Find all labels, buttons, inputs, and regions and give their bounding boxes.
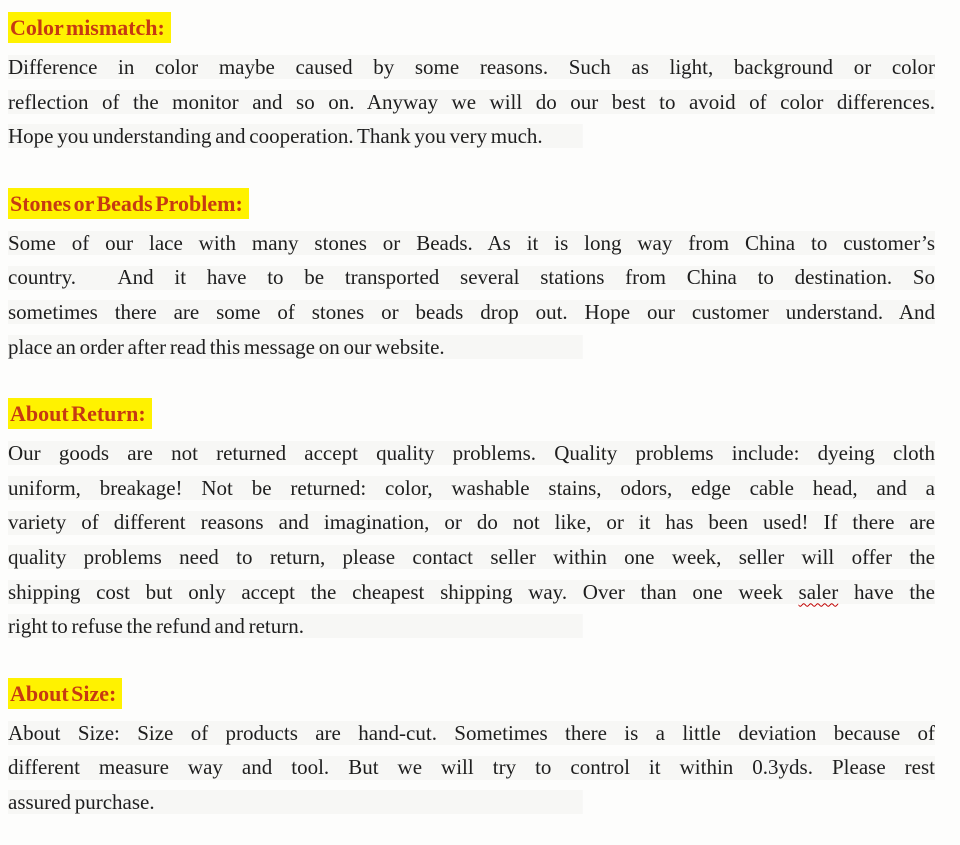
text-line: Difference in color maybe caused by some reasons. Such as light, background or color (8, 50, 935, 85)
heading-highlight: Color mismatch: (8, 12, 171, 43)
text-line: sometimes there are some of stones or beads drop out. Hope our customer understand. And (8, 295, 935, 330)
text-span: shipping cost but only accept the cheapest shipping way. Over than one week (8, 579, 799, 604)
text-line: place an order after read this message on our website. (8, 330, 935, 365)
heading-highlight: Stones or Beads Problem: (8, 188, 249, 219)
text-line: Our goods are not returned accept quality problems. Quality problems include: dyeing cloth (8, 436, 935, 471)
text-line: right to refuse the refund and return. (8, 609, 935, 644)
section-color-mismatch (8, 12, 935, 154)
text-line: Hope you understanding and cooperation. Thank you very much. (8, 119, 935, 154)
section-heading (8, 188, 935, 220)
text-line: About Size: Size of products are hand-cut. Sometimes there is a little deviation because of (8, 716, 935, 751)
text-line (8, 575, 935, 610)
text-line: variety of different reasons and imagination, or do not like, or it has been used! If there are (8, 505, 935, 540)
section-heading (8, 678, 935, 710)
heading-highlight: About Size: (8, 678, 122, 709)
section-heading (8, 12, 935, 44)
text-line: reflection of the monitor and so on. Anyway we will do our best to avoid of color differences. (8, 85, 935, 120)
section-about-return (8, 398, 935, 644)
paragraph (8, 716, 935, 820)
text-line: quality problems need to return, please contact seller within one week, seller will offer the (8, 540, 935, 575)
text-line: uniform, breakage! Not be returned: color, washable stains, odors, edge cable head, and a (8, 471, 935, 506)
paragraph (8, 436, 935, 644)
misspelled-word: saler (798, 579, 839, 604)
text-line: country. And it have to be transported several stations from China to destination. So (8, 260, 935, 295)
section-stones-beads-problem (8, 188, 935, 364)
section-heading (8, 398, 935, 430)
paragraph (8, 226, 935, 364)
section-about-size (8, 678, 935, 820)
heading-highlight: About Return: (8, 398, 152, 429)
text-line: assured purchase. (8, 785, 935, 820)
text-span: have the (838, 579, 935, 604)
paragraph (8, 50, 935, 154)
text-line: different measure way and tool. But we will try to control it within 0.3yds. Please rest (8, 750, 935, 785)
text-line: Some of our lace with many stones or Beads. As it is long way from China to customer’s (8, 226, 935, 261)
